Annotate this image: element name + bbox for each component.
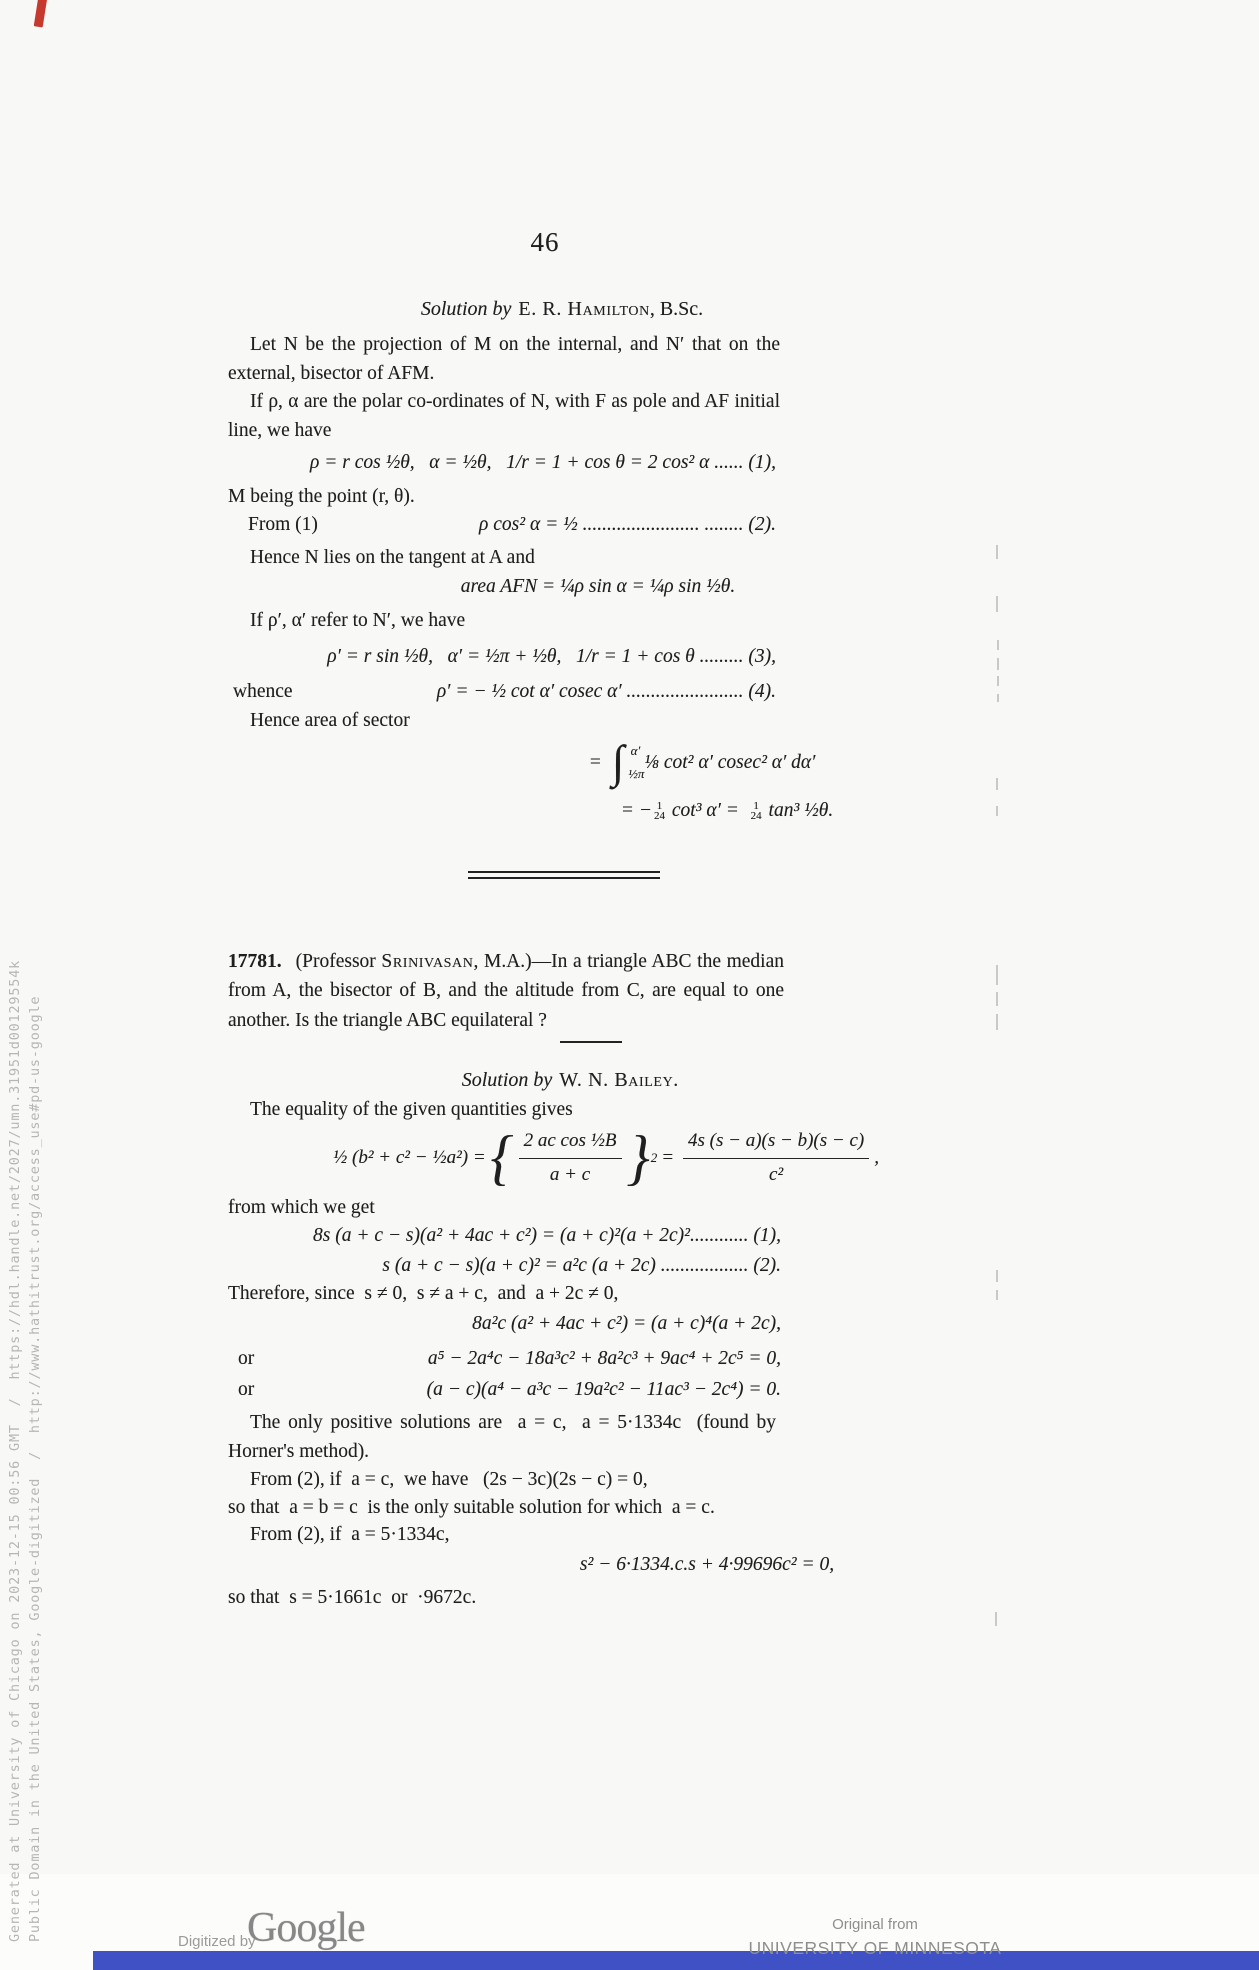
paragraph-positive-solutions: The only positive solutions are a = c, a = 5·1334c (found by Horner's method). (228, 1412, 781, 1462)
equation-b1: 8s (a + c − s)(a² + 4ac + c²) = (a + c)²(a + 2c)²............ (1), (312, 1225, 781, 1246)
or-label: or (238, 1379, 255, 1400)
scan-artifact-dash (997, 694, 999, 702)
scan-artifact-dash (996, 965, 998, 985)
equation-b4-row (228, 1345, 781, 1374)
problem-number: 17781. (228, 951, 282, 972)
sidebar-publicdomain-line: Public Domain in the United States, Google-digitized / http://www.hathitrust.org/access_use#pd-us-google (27, 995, 43, 1942)
problem-statement: , M.A.)—In a triangle ABC the median from A, the bisector of B, and the altitude from C, are equal to one another. Is the triangle ABC equilateral ? (228, 951, 785, 1031)
author-name: W. N. Bailey (559, 1069, 674, 1091)
result-mid: cot³ α′ = (666, 800, 749, 821)
equation-b5-row (228, 1376, 781, 1405)
line-equality-intro: The equality of the given quantities gives (250, 1099, 573, 1120)
frac-numerator: 4s (s − a)(s − b)(s − c) (683, 1127, 869, 1159)
frac-denominator: a + c (549, 1163, 591, 1185)
frac-numerator: 1 (656, 800, 663, 813)
line-hence-tangent: Hence N lies on the tangent at A and (250, 547, 535, 568)
bigeq-lhs: ½ (b² + c² − ½a²) = (333, 1146, 491, 1168)
line-from-which: from which we get (228, 1197, 375, 1218)
frac-denominator: c² (769, 1163, 784, 1185)
problem-17781 (228, 947, 784, 1035)
integral-body: ⅛ cot² α′ cosec² α′ dα′ (644, 751, 816, 773)
line-m-point: M being the point (r, θ). (228, 486, 415, 507)
scan-artifact-dash (996, 992, 998, 1006)
bigeq-equals: = (661, 1146, 675, 1168)
author-degree: , B.Sc. (649, 298, 704, 320)
original-from-label: Original from (832, 1916, 918, 1933)
google-logo: Google (247, 1905, 365, 1951)
paragraph-polar-coordinates: If ρ, α are the polar co-ordinates of N, with F as pole and AF initial line, we have (228, 391, 780, 441)
red-scan-mark (34, 0, 48, 28)
scan-artifact-dash (996, 1290, 998, 1300)
result-post: tan³ ½θ. (763, 800, 834, 821)
equation-4: ρ′ = − ½ cot α′ cosec α′ ........................ (4). (436, 681, 776, 702)
digitized-by-label: Digitized by (178, 1933, 256, 1950)
scan-artifact-dash (996, 778, 998, 790)
scan-artifact-dash (997, 640, 999, 650)
equation-1: ρ = r cos ½θ, α = ½θ, 1/r = 1 + cos θ = 2 cos² α ...... (1), (309, 452, 776, 473)
fraction-heron (683, 1127, 869, 1189)
scan-artifact-dash (996, 545, 998, 559)
equation-2: ρ cos² α = ½ ........................ ........ (2). (479, 514, 776, 535)
short-rule-separator (560, 1041, 622, 1043)
equation-integral (228, 734, 976, 792)
frac-numerator: 2 ac cos ½B (519, 1127, 622, 1159)
integral-sign-group (611, 736, 645, 788)
paragraph-projection: Let N be the projection of M on the internal, and N′ that on the external, bisector of AFM. (228, 334, 780, 384)
equation-4-row (228, 678, 776, 707)
problem-proposer: Srinivasan (381, 951, 474, 972)
result-pre: = − (620, 800, 652, 821)
solution-heading-hamilton (288, 295, 836, 324)
sidebar-generated-line: Generated at University of Chicago on 2023-12-15 00:56 GMT / https://hdl.handle.net/2027/umn.31951d00129554k (7, 959, 23, 1942)
author-suffix: . (673, 1069, 679, 1091)
integral-lower-limit: ½π (628, 766, 645, 782)
blue-edge-bar (93, 1951, 1259, 1970)
line-from-2-if-a-c: From (2), if a = c, we have (2s − 3c)(2s − c) = 0, (250, 1469, 648, 1490)
integral-icon: ∫ (611, 736, 625, 788)
whence-label: whence (233, 681, 293, 702)
line-so-that-abc: so that a = b = c is the only suitable solution for which a = c. (228, 1497, 715, 1518)
institution-name: UNIVERSITY OF MINNESOTA (748, 1938, 1002, 1958)
scan-artifact-dash (995, 1612, 997, 1626)
solution-by-label: Solution by (420, 298, 512, 320)
equation-b4: a⁵ − 2a⁴c − 18a³c² + 8a²c³ + 9ac⁴ + 2c⁵ = 0, (427, 1348, 781, 1369)
equation-b3: 8a²c (a² + 4ac + c²) = (a + c)⁴(a + 2c), (472, 1313, 781, 1334)
or-label: or (238, 1348, 255, 1369)
solution-heading-bailey (296, 1066, 844, 1095)
fraction-cos-half-b (519, 1127, 622, 1189)
equation-area-afn: area AFN = ¼ρ sin α = ¼ρ sin ½θ. (460, 576, 736, 597)
author-name: E. R. Hamilton (518, 298, 650, 320)
page-number: 46 (530, 227, 560, 257)
double-rule-separator (468, 871, 660, 873)
frac-denominator: 24 (653, 810, 665, 823)
fraction-1-24 (654, 801, 665, 821)
equation-result (228, 797, 1001, 826)
equation-main-display: ½ (b² + c² − ½a²) = { $\frac{\text{2 ac cos ½B}}{a + c}$ } 2 = $\frac{4s (s - a)(s - b)(s - c)}{\text{c²}}$ , (333, 1123, 879, 1192)
scan-artifact-dash (996, 596, 998, 612)
double-rule-separator (468, 877, 660, 879)
integral-upper-limit: α′ (630, 743, 641, 759)
scan-artifact-dash (997, 658, 999, 670)
line-so-that-s: so that s = 5·1661c or ·9672c. (228, 1587, 477, 1608)
from-1-label: From (1) (248, 514, 318, 535)
equation-b5: (a − c)(a⁴ − a³c − 19a²c² − 11ac³ − 2c⁴) = 0. (426, 1379, 781, 1400)
line-if-rho-prime: If ρ′, α′ refer to N′, we have (250, 610, 466, 631)
equation-quadratic-s: s² − 6·1334.c.s + 4·99696c² = 0, (579, 1554, 835, 1575)
bigeq-comma: , (874, 1146, 879, 1168)
solution-by-label: Solution by (461, 1069, 553, 1091)
scan-artifact-dash (996, 1270, 998, 1282)
line-therefore: Therefore, since s ≠ 0, s ≠ a + c, and a + 2c ≠ 0, (228, 1283, 619, 1304)
line-from-2-if-a-51334: From (2), if a = 5·1334c, (250, 1524, 450, 1545)
problem-pre: (Professor (295, 951, 382, 972)
frac-denominator: 24 (750, 810, 762, 823)
frac-numerator: 1 (753, 800, 759, 813)
scan-artifact-dash (997, 676, 999, 686)
equation-b2: s (a + c − s)(a + c)² = a²c (a + 2c) .................. (2). (382, 1255, 781, 1276)
original-from-block (700, 1916, 1050, 1959)
integral-equals: = (588, 751, 602, 773)
fraction-1-24 (751, 801, 762, 821)
equation-2-row (228, 511, 776, 540)
scan-artifact-dash (996, 1014, 998, 1030)
line-area-of-sector: Hence area of sector (250, 710, 410, 731)
equation-3: ρ′ = r sin ½θ, α′ = ½π + ½θ, 1/r = 1 + cos θ ......... (3), (327, 646, 776, 667)
brace-exponent: 2 (650, 1149, 658, 1165)
